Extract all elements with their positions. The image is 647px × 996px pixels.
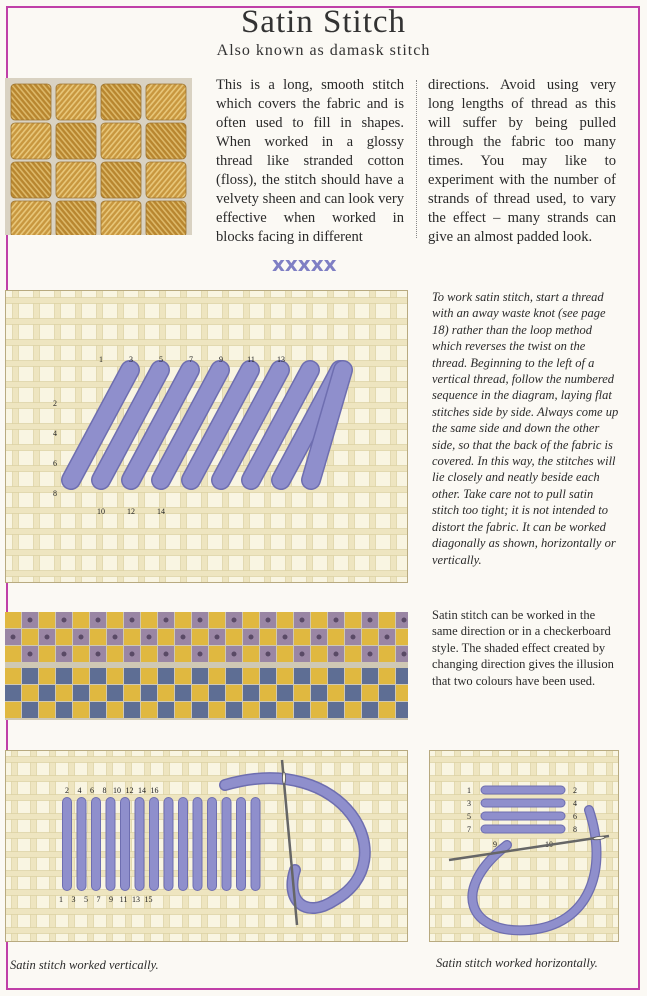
diagram-instructions: To work satin stitch, start a thread with an away waste knot (see page 18) rather than the loop method which reverses the twist on the thread. Beginning to the left of a vertical thread, follow the numbered sequence in the diagram, laying flat stitches side by side. Always come up the same side and down the other side, so that the back of the fabric is covered. In this way, the stitches will lie closely and neatly beside each other. Take care not to pull satin stitch too tight; it is not intended to distort the fabric. It can be worked diagonally as shown, horizontally or vertically. [432,290,619,567]
page-subtitle: Also known as damask stitch [216,42,431,59]
intro-column-2: directions. Avoid using very long lengths of thread as this will suffer by being pulled through the fabric too many times. You may like to experiment with the number of strands of thread used, to vary the effect – many strands can give an almost padded look. [428,77,616,245]
sample-square [277,702,293,718]
sample-square [73,668,89,684]
sample-dot [334,652,339,657]
page-title: Satin Stitch [240,4,407,40]
sample-square [22,685,38,701]
sample-dot [266,652,271,657]
satin-block [146,123,186,159]
sample-dot [62,618,67,623]
sample-square [379,668,395,684]
sample-square [328,629,344,645]
sample-square [175,685,191,701]
sample-square [141,646,157,662]
sample-square [345,612,361,628]
sample-dot [232,652,237,657]
sample-square [158,668,174,684]
sample-square [175,702,191,718]
sample-square [107,685,123,701]
sample-square [124,702,140,718]
sample-dot [402,618,407,623]
stitch-number: 12 [125,786,134,795]
sample-square [175,612,191,628]
sample-square [226,629,242,645]
sample-square [158,685,174,701]
satin-block [146,84,186,120]
sample-square [277,612,293,628]
sample-dot [113,635,118,640]
sample-square [379,685,395,701]
sample-square [277,685,293,701]
sample-square [158,702,174,718]
stitch-number: 14 [157,507,165,516]
satin-block [101,201,141,235]
sample-square [107,612,123,628]
intro-column-1: This is a long, smooth stitch which covers the fabric and is often used to fill in shapes. When worked in a glossy thread like stranded cotton (floss), the stitch should have a velvety sheen and can look very effective when worked in blocks facing in different [216,77,404,245]
sample-dot [79,635,84,640]
sample-dot [283,635,288,640]
stitch-number: 9 [109,895,113,904]
sample-dot [164,618,169,623]
stitch-number: 16 [150,786,159,795]
sample-dot [45,635,50,640]
sample-square [5,668,21,684]
sample-square [209,612,225,628]
sample-square [379,646,395,662]
sample-square [311,646,327,662]
stitch-number: 12 [127,507,135,516]
stitch-number: 5 [159,355,163,364]
sample-square [311,668,327,684]
stitch-number: 6 [573,812,577,821]
sample-square [345,702,361,718]
sample-square [277,646,293,662]
sample-square [362,668,378,684]
sample-square [260,685,276,701]
satin-block [146,201,186,235]
satin-block [101,123,141,159]
sample-dot [215,635,220,640]
sample-square [328,685,344,701]
sample-square [209,646,225,662]
stitch-number: 6 [90,786,94,795]
sample-square [277,668,293,684]
sample-square [294,629,310,645]
sample-square [39,612,55,628]
sample-square [243,668,259,684]
stitch-number: 14 [138,786,146,795]
sample-square [73,612,89,628]
stitch-number: 10 [113,786,121,795]
sample-square [396,668,408,684]
sample-square [192,629,208,645]
stitch-number: 11 [247,355,255,364]
satin-block [11,123,51,159]
stitch-number: 1 [467,786,471,795]
sample-square [39,685,55,701]
satin-block [56,201,96,235]
satin-block [56,84,96,120]
sample-square [5,685,21,701]
sample-dot [130,618,135,623]
sample-dot [198,618,203,623]
sample-dot [62,652,67,657]
sample-square [345,685,361,701]
sample-square [396,702,408,718]
stitch-number: 7 [96,895,101,904]
sample-square [192,668,208,684]
cross-stitch-ornament: xxxxx [272,252,337,276]
sample-square [396,629,408,645]
satin-block [11,84,51,120]
stitch-number: 13 [132,895,140,904]
sample-square [73,702,89,718]
sample-square [39,702,55,718]
sample-square [90,668,106,684]
sample-dot [232,618,237,623]
stitch-number: 8 [102,786,107,795]
sample-square [141,685,157,701]
stitch-sample-photo [5,78,192,235]
sample-dot [147,635,152,640]
satin-block [56,123,96,159]
sample-square [209,702,225,718]
sample-dot [368,618,373,623]
sample-square [192,702,208,718]
sample-square [90,702,106,718]
sample-square [124,668,140,684]
satin-block [11,162,51,198]
sample-dot [181,635,186,640]
sample-square [22,702,38,718]
sample-square [379,612,395,628]
sample-square [90,685,106,701]
sample-dot [28,618,33,623]
checkerboard-sample-photo [5,612,408,720]
stitch-number: 7 [467,825,471,834]
stitch-number: 3 [71,895,76,904]
sample-square [39,668,55,684]
stitch-number: 2 [53,399,57,408]
horizontal-satin-diagram [429,750,619,942]
sample-dot [11,635,16,640]
sample-square [209,668,225,684]
sample-dot [96,652,101,657]
sample-square [294,668,310,684]
stitch-number: 5 [84,895,88,904]
sample-square [56,702,72,718]
stitch-number: 13 [277,355,285,364]
sample-square [5,646,21,662]
sample-dot [300,652,305,657]
sample-square [192,685,208,701]
stitch-number: 3 [467,799,471,808]
sample-square [22,629,38,645]
sample-square [328,702,344,718]
sample-square [294,702,310,718]
sample-dot [266,618,271,623]
sample-square [396,685,408,701]
stitch-number: 2 [573,786,577,795]
stitch-number: 15 [144,895,153,904]
diagonal-satin-diagram [5,290,408,583]
sample-square [73,646,89,662]
sample-square [124,629,140,645]
sample-square [311,685,327,701]
sample-dot [402,652,407,657]
sample-square [362,629,378,645]
stitch-number: 6 [53,459,57,468]
caption-vertical: Satin stitch worked vertically. [10,958,159,972]
stitch-number: 1 [99,355,103,364]
sample-square [5,702,21,718]
sample-square [294,685,310,701]
sample-square [22,668,38,684]
sample-square [260,629,276,645]
sample-square [243,646,259,662]
stitch-number: 11 [119,895,128,904]
sample-dot [368,652,373,657]
sample-square [107,702,123,718]
sample-dot [385,635,390,640]
stitch-number: 1 [59,895,63,904]
stitch-number: 4 [77,786,82,795]
sample-square [158,629,174,645]
sample-dot [164,652,169,657]
vertical-satin-diagram [5,750,408,942]
sample-square [243,685,259,701]
caption-horizontal: Satin stitch worked horizontally. [436,956,598,970]
sample-square [124,685,140,701]
sample-square [379,702,395,718]
satin-block [101,84,141,120]
sample-square [141,702,157,718]
sample-dot [317,635,322,640]
sample-square [311,612,327,628]
sample-dot [334,618,339,623]
sample-square [175,668,191,684]
sample-dot [96,618,101,623]
stitch-number: 4 [53,429,57,438]
sample-square [362,685,378,701]
sample-square [226,668,242,684]
sample-square [243,612,259,628]
sample-square [56,685,72,701]
sample-square [73,685,89,701]
sample-square [141,668,157,684]
satin-block [146,162,186,198]
sample-square [260,668,276,684]
sample-square [175,646,191,662]
column-divider [416,80,417,238]
sample-square [56,668,72,684]
sample-square [328,668,344,684]
sample-square [226,702,242,718]
stitch-number: 5 [467,812,471,821]
sample-dot [300,618,305,623]
sample-square [5,612,21,628]
stitch-number: 3 [129,355,133,364]
sample-square [226,685,242,701]
stitch-number: 8 [53,489,57,498]
sample-dot [198,652,203,657]
sample-square [56,629,72,645]
sample-square [311,702,327,718]
stitch-number: 8 [573,825,577,834]
sample-square [362,702,378,718]
sample-square [345,646,361,662]
sample-square [107,668,123,684]
sample-dot [28,652,33,657]
sample-description: Satin stitch can be worked in the same direction or in a checkerboard style. The shaded effect created by changing direction gives the illusion that two colours have been used. [432,608,614,688]
satin-block [101,162,141,198]
sample-square [90,629,106,645]
stitch-number: 10 [97,507,105,516]
sample-square [107,646,123,662]
stitch-number: 7 [189,355,193,364]
satin-block [11,201,51,235]
satin-block [56,162,96,198]
sample-dot [130,652,135,657]
stitch-number: 9 [493,840,497,849]
needle-eye [283,772,286,784]
sample-square [243,702,259,718]
stitch-number: 2 [65,786,69,795]
sample-square [39,646,55,662]
sample-dot [249,635,254,640]
sample-square [260,702,276,718]
sample-square [209,685,225,701]
stitch-number: 4 [573,799,577,808]
sample-square [345,668,361,684]
sample-dot [351,635,356,640]
sample-square [141,612,157,628]
stitch-number: 9 [219,355,223,364]
